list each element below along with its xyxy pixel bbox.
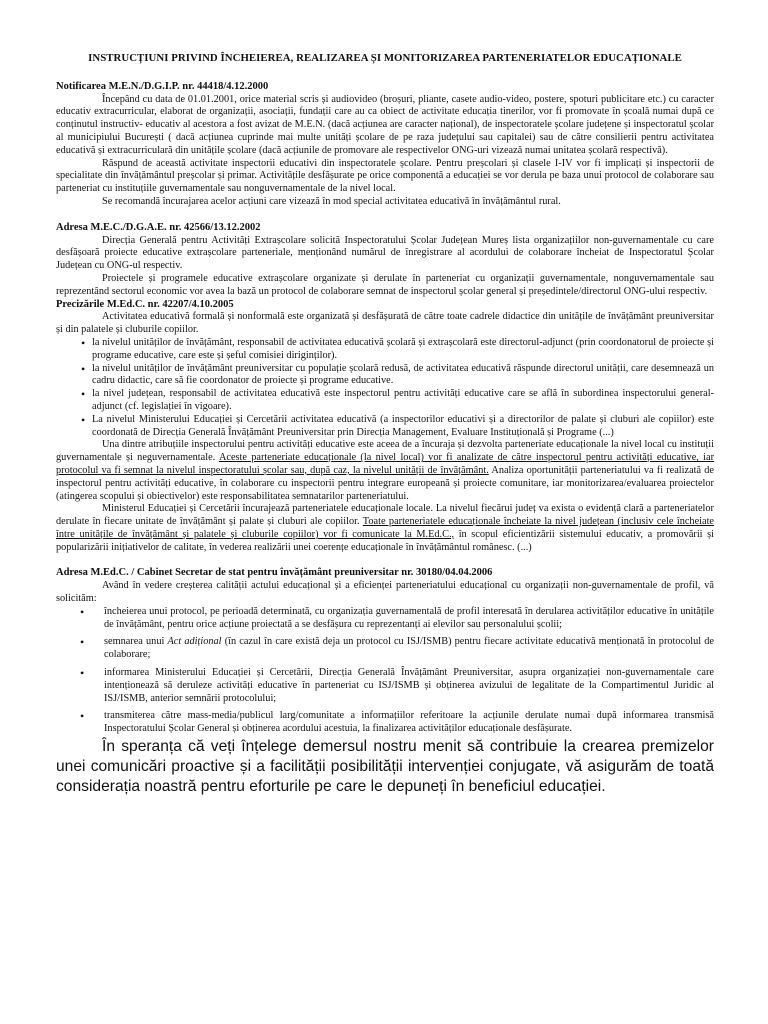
bullet-list <box>56 606 714 736</box>
text-run: Una dintre atribuțiile inspectorului pentru activități educative este aceea de a încuraja și dezvolta parteneriate educaționale la nivel local cu instituții guvernamentale și neguvernamentale. <box>56 439 714 464</box>
list-item: • încheierea unui protocol, pe perioadă determinată, cu organizația guvernamentală de profil interesată în derularea activităților educative în unitățile de învățământ, pentru orice acțiune proiectată a se desfășura cu reprezentanți ai elevilor sau personalului școlii; <box>56 606 714 632</box>
section-adresa-mec <box>56 222 714 299</box>
section-heading: Adresa M.Ed.C. / Cabinet Secretar de stat pentru învățământ preuniversitar nr. 30180/04.04.2006 <box>56 567 493 579</box>
paragraph <box>56 503 714 554</box>
paragraph: Având în vedere creșterea calității actului educațional și a eficienței parteneriatului educațional cu organizații non-guvernamentale de profil, vă solicităm: <box>56 580 714 605</box>
paragraph: Activitatea educativă formală și nonformală este organizată și desfășurată de către toate cadrele didactice din unitățile de învățământ preuniversitar și din palatele și cluburile copiilor. <box>56 311 714 336</box>
section-heading: Notificarea M.E.N./D.G.I.P. nr. 44418/4.12.2000 <box>56 80 269 92</box>
section-heading: Adresa M.E.C./D.G.A.E. nr. 42566/13.12.2002 <box>56 221 261 233</box>
list-item <box>56 636 714 662</box>
list-item: • la nivelul unităților de învățământ, responsabil de activitatea educativă școlară și extrașcolară este directorul-adjunct (prin coordonatorul de proiecte și programe educative, care este și șeful comisiei diriginților). <box>56 337 714 363</box>
bullet-list <box>56 337 714 439</box>
paragraph: Răspund de această activitate inspectorii educativi din inspectoratele școlare. Pentru preșcolari și clasele I-IV vor fi implicați și inspectorii de specialitate din învățământul preșcolar și primar. Activitățile desfășurate pe orice componentă a educației se vor derula pe baza unui protocol de colaborare sau parteneriat cu instituțiile guvernamentale sau nonguvernamentale de la nivel local. <box>56 157 714 195</box>
section-heading: Precizările M.Ed.C. nr. 42207/4.10.2005 <box>56 298 234 310</box>
list-item: • la nivel județean, responsabil de activitatea educativă este inspectorul pentru activități educative care se află în subordinea inspectorului general-adjunct (cf. legislației în vigoare). <box>56 388 714 414</box>
text-run: Analiza oportunității parteneriatului va fi realizată de inspectorul pentru activități educative, în colaborare cu inspectorii pentru integrare europeană și proiecte comunitare, iar monitorizarea/evaluarea proiectelor (atingerea scopului și obiectivelor) este responsabilitatea semnatarilor parteneriatului. <box>56 464 714 502</box>
paragraph <box>56 439 714 503</box>
list-item: • transmiterea către mass-media/publicul larg/comunitate a informațiilor referitoare la acțiunile derulate numai după informarea transmisă Inspectoratului Școlar General și obținerea acordului acestuia, la finalizarea activităților educaționale desfășurate. <box>56 710 714 736</box>
text-run: în scopul eficientizării sistemului educativ, a promovării și popularizării inițiativelor de calitate, în vederea realizării unei coerențe educaționale în învățământul românesc. (...) <box>56 528 714 553</box>
section-notificare <box>56 81 714 209</box>
paragraph: Direcția Generală pentru Activități Extrașcolare solicită Inspectoratului Școlar Județean Mureș lista organizațiilor non-guvernamentale cu care desfășoară proiecte educative extrașcolare parteneriale, menționând numărul de înregistrare al acordului de colaborare încheiat de Inspectoratul Școlar Județean cu ONG-ul respectiv. <box>56 234 714 272</box>
list-item: • informarea Ministerului Educației și Cercetării, Direcția Generală Învățământ Preuniversitar, asupra organizației non-guvernamentale care intenționează să deruleze activități educative în parteneriat cu ISJ/ISMB și obținerea avizului de legalitate de la Compartimentul Juridic al ISJ/ISMB, anterior semnării protocolului; <box>56 667 714 705</box>
paragraph: Începând cu data de 01.01.2001, orice material scris și audiovideo (broșuri, pliante, casete audio-video, postere, spoturi publicitare etc.) cu caracter educativ extracurricular, elaborat de organizații, asociații, fundații care au ca obiect de activitate educația tinerilor, vor fi promovate în școală numai după ce conținutul instructiv- educativ al acestora a fost avizat de M.E.N. (dacă acțiunea are caracter național), de inspectoratele școlare județene și inspectoratul școlar al municipiului București ( dacă acțiunea cuprinde mai multe unități școlare de pe raza județului sau capitalei) sau de către consilierii pentru activitatea educativă și extracurriculară din unitățile școlare (dacă acțiunile de promovare ale respectivelor ONG-uri vizează numai unitatea școlară respectivă). <box>56 93 714 156</box>
closing-paragraph: În speranța că veți înțelege demersul nostru menit să contribuie la crearea premizelor unei comunicări proactive și a facilității posibilității intervenției conjugate, vă asigurăm de toată considerația noastră pentru eforturile pe care le depuneți în beneficiul educației. <box>56 738 714 796</box>
list-item: • la nivelul unităților de învățământ preuniversitar cu populație școlară redusă, de activitatea educativă răspunde directorul unității, care desemnează un cadru didactic, care să fie coordonator de proiecte și programe educative. <box>56 363 714 389</box>
italic-text: Act adițional <box>167 636 222 648</box>
paragraph: Proiectele și programele educative extrașcolare organizate și derulate în parteneriat cu organizații guvernamentale, nonguvernamentale sau reprezentând sectorul economic vor avea la bază un protocol de colaborare semnat de inspectorul școlar general și președintele/directorul ONG-ului respectiv. <box>56 272 714 297</box>
text-run: (în cazul în care există deja un protocol cu ISJ/ISMB) pentru fiecare activitate educativă menționată în protocolul de colaborare; <box>104 636 714 661</box>
paragraph: Se recomandă încurajarea acelor acțiuni care vizează în mod special activitatea educativă în învățământul rural. <box>102 195 561 207</box>
text-run: Ministerul Educației și Cercetării încurajează parteneriatele educaționale locale. La nivelul fiecărui județ va exista o evidență clară a parteneriatelor derulate în fiecare unitate de învățământ și palate și cluburi ale copiilor. <box>56 503 714 528</box>
document-body <box>56 52 714 797</box>
document-title: INSTRUCȚIUNI PRIVIND ÎNCHEIEREA, REALIZAREA ȘI MONITORIZAREA PARTENERIATELOR EDUCAȚIONALE <box>88 52 682 64</box>
list-item: • La nivelul Ministerului Educației și Cercetării activitatea educativă (a inspectorilor educativi și a directorilor de palate și cluburi ale copiilor) este coordonată de Direcția Generală Învățământ Preuniversitar prin Direcția Management, Evaluare Instituțională și Programe (...) <box>56 414 714 440</box>
section-precizari <box>56 299 714 555</box>
underlined-text: Toate parteneriatele educaționale încheiate la nivel județean (inclusiv cele încheiate între unitățile de învățământ și palatele și cluburile copiilor) vor fi comunicate la M.Ed.C., <box>56 516 714 540</box>
text-run: semnarea unui <box>104 636 168 648</box>
underlined-text: Aceste parteneriate educaționale (la nivel local) vor fi analizate de către inspectorul pentru activități educative, iar protocolul va fi semnat la nivelul inspectoratului școlar sau, după caz, la nivelul unității de învățământ. <box>56 452 714 476</box>
section-adresa-medc <box>56 567 714 797</box>
